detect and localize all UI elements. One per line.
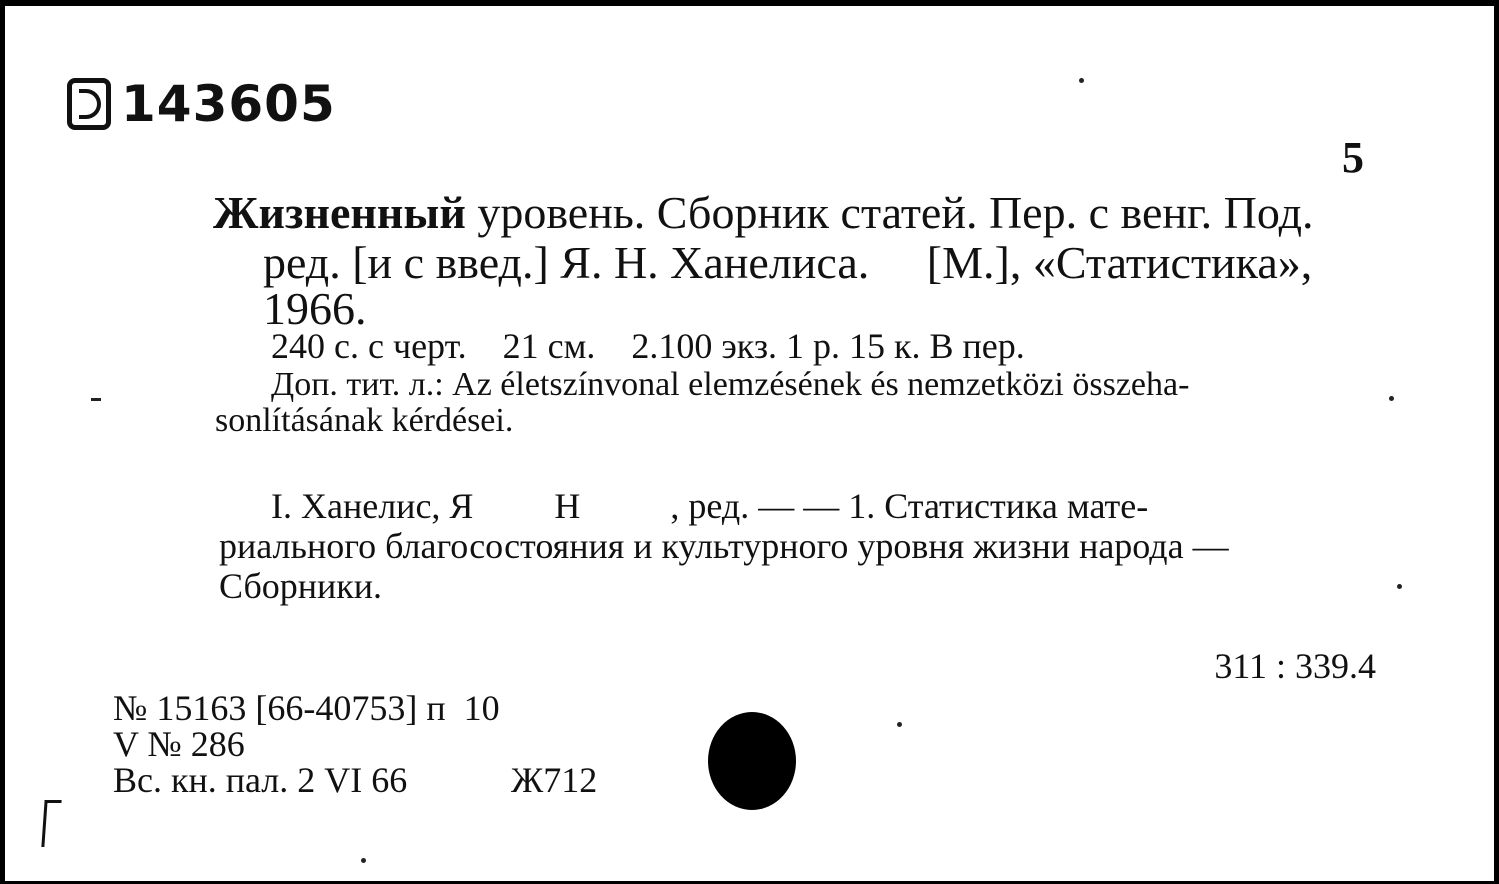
punch-hole [708, 712, 796, 810]
physical-description: 240 с. с черт. 21 см. 2.100 экз. 1 р. 15 к. В пер. [271, 326, 1025, 366]
tracing-line-2: риального благосостояния и культурного уровня жизни народа — [219, 526, 1229, 566]
inventory-stamp [67, 75, 336, 133]
stamp-d-icon [67, 78, 111, 130]
record-line-3: Вс. кн. пал. 2 VI 66 [113, 760, 408, 800]
speck [91, 398, 101, 401]
speck [1397, 584, 1402, 589]
title-heading: Жизненный [213, 187, 466, 238]
title-line-1-rest: уровень. Сборник статей. Пер. с венг. Под. [477, 187, 1314, 238]
stamp-number: 143605 [121, 75, 336, 133]
title-line-2: ред. [и с введ.] Я. Н. Ханелиса. [М.], «Статистика», [263, 237, 1313, 288]
title-line-3: 1966. [263, 283, 367, 334]
record-line-2: V № 286 [113, 724, 245, 764]
title-line-1 [213, 187, 1314, 238]
speck [361, 858, 366, 863]
record-code: Ж712 [511, 760, 598, 800]
speck [897, 722, 902, 727]
tracing-line-3: Сборники. [219, 566, 383, 606]
speck [1389, 396, 1394, 401]
additional-title-line-2: sonlításának kérdései. [215, 402, 514, 439]
page-number: 5 [1342, 133, 1364, 182]
speck [1079, 78, 1084, 83]
tracing-line-1: I. Ханелис, Я Н , ред. — — 1. Статистика мате- [271, 486, 1149, 526]
additional-title-line-1: Доп. тит. л.: Az életszínvonal elemzésének és nemzetközi összeha- [271, 366, 1190, 403]
record-line-1: № 15163 [66-40753] п 10 [113, 688, 500, 728]
classification-index: 311 : 339.4 [1214, 646, 1376, 686]
corner-mark [41, 800, 61, 847]
